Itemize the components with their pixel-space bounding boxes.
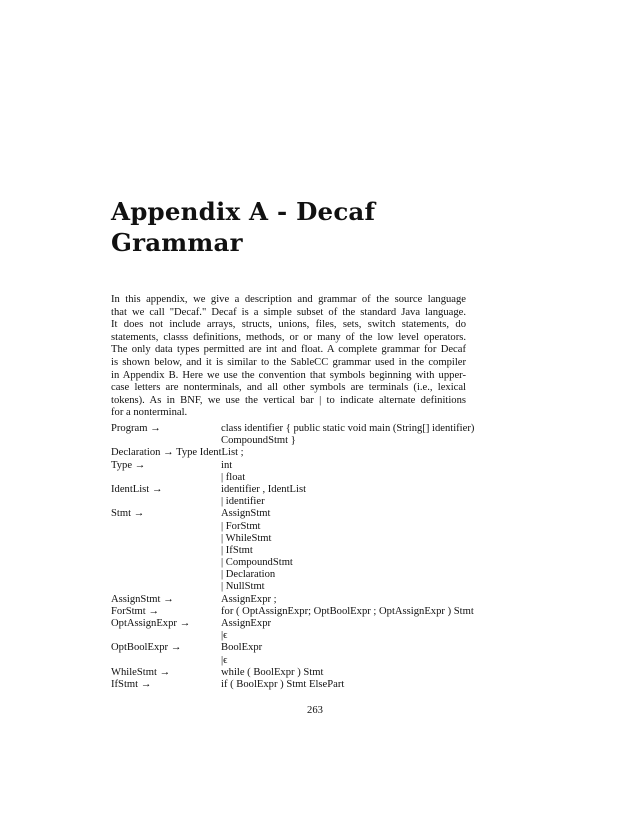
grammar-row xyxy=(111,447,511,459)
title-line-2: Grammar xyxy=(111,228,243,257)
grammar-rhs: for ( OptAssignExpr; OptBoolExpr ; OptAssignExpr ) Stmt xyxy=(221,605,474,617)
grammar-rhs: |ϵ xyxy=(221,630,228,642)
grammar-rhs: | ForStmt xyxy=(221,520,261,532)
intro-line: It does not include arrays, structs, unions, files, sets, switch statements, do xyxy=(111,319,466,331)
intro-line: tokens). As in BNF, we use the vertical bar | to indicate alternate definitions xyxy=(111,394,466,406)
grammar-row xyxy=(111,630,511,642)
grammar-rhs: if ( BoolExpr ) Stmt ElsePart xyxy=(221,678,345,690)
grammar-rhs: BoolExpr xyxy=(221,642,263,654)
grammar-lhs: Type → xyxy=(111,459,146,471)
grammar-rhs: AssignStmt xyxy=(221,508,271,520)
grammar-rhs: class identifier { public static void main (String[] identifier) xyxy=(221,423,475,434)
grammar-row xyxy=(111,569,511,581)
intro-line: case letters are nonterminals, and all other symbols are terminals (i.e., lexical xyxy=(111,382,466,394)
grammar-rhs: AssignExpr ; xyxy=(221,593,277,605)
grammar-row xyxy=(111,521,511,533)
grammar-row xyxy=(111,606,511,618)
grammar-row xyxy=(111,496,511,508)
intro-line: The only data types permitted are int and float. A complete grammar for Decaf xyxy=(111,344,466,356)
grammar-row xyxy=(111,667,511,679)
grammar-row xyxy=(111,472,511,484)
grammar-row xyxy=(111,435,511,447)
grammar-row xyxy=(111,533,511,545)
grammar-row xyxy=(111,655,511,667)
grammar-rhs: AssignExpr xyxy=(221,618,272,629)
grammar-rhs: | Declaration xyxy=(221,569,276,581)
page-title xyxy=(111,196,531,258)
grammar-rhs: | CompoundStmt xyxy=(221,557,293,569)
grammar-lhs: Stmt → xyxy=(111,508,145,520)
grammar-row xyxy=(111,679,511,691)
grammar-lhs: WhileStmt → xyxy=(111,666,171,678)
grammar-row xyxy=(111,642,511,654)
intro-paragraph xyxy=(111,294,466,420)
grammar-rhs: | IfStmt xyxy=(221,544,253,556)
intro-line: for a nonterminal. xyxy=(111,407,188,419)
grammar-row xyxy=(111,508,511,520)
intro-line: that we call "Decaf." Decaf is a simple subset of the standard Java language. xyxy=(111,306,466,318)
grammar-lhs: IdentList → xyxy=(111,483,163,495)
grammar-rhs: | float xyxy=(221,471,246,483)
grammar-row xyxy=(111,618,511,630)
grammar-row xyxy=(111,581,511,593)
grammar-row xyxy=(111,545,511,557)
grammar-lhs: OptBoolExpr → xyxy=(111,642,182,654)
grammar-lhs: IfStmt → xyxy=(111,678,152,690)
grammar-row xyxy=(111,484,511,496)
grammar-rhs: | WhileStmt xyxy=(221,532,272,544)
intro-line: is shown below, and it is similar to the SableCC grammar used in the compiler xyxy=(111,356,466,368)
grammar-rhs: identifier , IdentList xyxy=(221,483,307,495)
grammar-table xyxy=(111,423,511,691)
grammar-row xyxy=(111,594,511,606)
grammar-rhs: while ( BoolExpr ) Stmt xyxy=(221,666,324,678)
grammar-lhs: ForStmt → xyxy=(111,605,159,617)
grammar-rhs: |ϵ xyxy=(221,654,228,666)
page-number: 263 xyxy=(307,705,323,716)
grammar-rhs: | identifier xyxy=(221,496,265,508)
grammar-rhs: int xyxy=(221,459,233,471)
grammar-lhs: AssignStmt → xyxy=(111,593,174,605)
grammar-lhs: Program → xyxy=(111,423,161,434)
intro-line: statements, classs definitions, methods, or or many of the low level operators. xyxy=(111,331,466,343)
grammar-lhs: Declaration → Type IdentList ; xyxy=(111,447,244,459)
grammar-rhs: | NullStmt xyxy=(221,581,265,593)
intro-line: In this appendix, we give a description and grammar of the source language xyxy=(111,294,466,305)
grammar-row xyxy=(111,557,511,569)
grammar-row xyxy=(111,460,511,472)
grammar-rhs: CompoundStmt } xyxy=(221,435,296,447)
grammar-row xyxy=(111,423,511,435)
grammar-lhs: OptAssignExpr → xyxy=(111,618,191,629)
title-line-1: Appendix A - Decaf xyxy=(111,197,376,226)
intro-line: in Appendix B. Here we use the convention that symbols beginning with upper- xyxy=(111,369,466,381)
